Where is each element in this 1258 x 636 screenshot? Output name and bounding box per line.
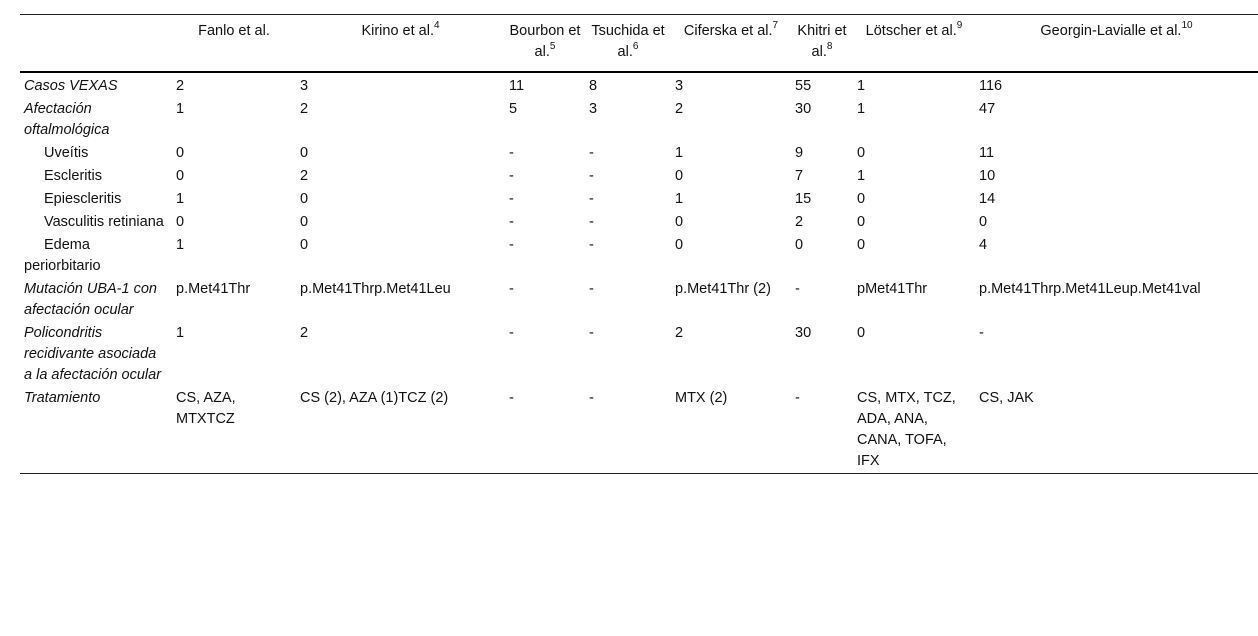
column-header-label: Lötscher et al. — [865, 23, 957, 39]
table-cell: 7 — [795, 168, 804, 184]
table-cell: - — [509, 191, 514, 207]
column-header — [585, 15, 671, 73]
table-cell: 14 — [979, 191, 996, 207]
row-label — [20, 142, 172, 165]
table-cell: 10 — [979, 168, 996, 184]
table-cell: 0 — [300, 191, 309, 207]
table-body — [20, 72, 1258, 474]
table-cell: - — [509, 237, 514, 253]
column-header-label: Georgin-Lavialle et al. — [1040, 23, 1182, 39]
table-cell: p.Met41Thr — [176, 281, 251, 297]
table-cell: - — [509, 168, 514, 184]
table-row — [20, 387, 1258, 474]
column-header — [671, 15, 791, 73]
row-label-text: Escleritis — [44, 168, 103, 184]
header-blank — [20, 15, 172, 73]
table-cell: 8 — [589, 78, 598, 94]
table-cell: 3 — [300, 78, 309, 94]
table-cell: 0 — [300, 237, 309, 253]
table-cell: 3 — [675, 78, 684, 94]
table-cell: 2 — [300, 325, 309, 341]
table-cell: CS, MTX, TCZ, ADA, ANA, CANA, TOFA, IFX — [857, 390, 956, 469]
table-cell: - — [589, 145, 594, 161]
table-cell: 0 — [300, 145, 309, 161]
table-row — [20, 188, 1258, 211]
table-cell: 15 — [795, 191, 812, 207]
column-header-label: Tsuchida et al. — [591, 23, 665, 60]
table-cell: - — [589, 191, 594, 207]
table-cell: - — [509, 214, 514, 230]
column-header-label: Fanlo et al. — [198, 23, 270, 39]
table-cell: 0 — [675, 214, 684, 230]
row-label-text: Policondritis recidivante asociada a la afectación ocular — [24, 325, 162, 383]
column-header — [296, 15, 505, 73]
table-cell: 11 — [979, 145, 995, 161]
table-cell: 0 — [857, 145, 866, 161]
row-label — [20, 72, 172, 98]
table-cell: p.Met41Thr (2) — [675, 281, 771, 297]
table-cell: 30 — [795, 325, 812, 341]
table-cell: - — [509, 325, 514, 341]
table-cell: 55 — [795, 78, 812, 94]
table-cell: 1 — [857, 101, 866, 117]
row-label-text: Vasculitis retiniana — [44, 214, 164, 230]
table-cell: 5 — [509, 101, 518, 117]
table-cell: 0 — [857, 191, 866, 207]
table-row — [20, 234, 1258, 278]
table-cell: 0 — [675, 237, 684, 253]
row-label — [20, 165, 172, 188]
table-cell: 2 — [675, 325, 684, 341]
reference-number: 5 — [549, 41, 556, 53]
table-cell: 0 — [857, 325, 866, 341]
row-label-text: Epiescleritis — [44, 191, 122, 207]
row-label-text: Casos VEXAS — [24, 78, 118, 94]
table-row — [20, 142, 1258, 165]
table-cell: 0 — [857, 214, 866, 230]
table-cell: - — [509, 281, 514, 297]
reference-number: 6 — [632, 41, 639, 53]
table-cell: 47 — [979, 101, 996, 117]
table-cell: 1 — [176, 101, 185, 117]
table-cell: 1 — [176, 325, 185, 341]
column-header — [975, 15, 1258, 73]
table-cell: 1 — [675, 145, 684, 161]
reference-number: 4 — [433, 20, 440, 32]
column-header — [172, 15, 296, 73]
row-label — [20, 387, 172, 474]
row-label — [20, 211, 172, 234]
table-cell: 11 — [509, 78, 525, 94]
table-cell: - — [589, 281, 594, 297]
row-label — [20, 322, 172, 387]
table-cell: 0 — [176, 168, 185, 184]
table-cell: 2 — [300, 101, 309, 117]
row-label-text: Afectación oftalmológica — [24, 101, 110, 138]
table-cell: - — [589, 325, 594, 341]
row-label-text: Tratamiento — [24, 390, 101, 406]
table-cell: 1 — [857, 78, 866, 94]
table-cell: 0 — [979, 214, 988, 230]
table-cell: pMet41Thr — [857, 281, 928, 297]
table-cell: 2 — [675, 101, 684, 117]
table-row — [20, 322, 1258, 387]
table-cell: MTX (2) — [675, 390, 728, 406]
row-label — [20, 188, 172, 211]
table-cell: - — [509, 145, 514, 161]
table-cell: 1 — [857, 168, 866, 184]
table-row — [20, 278, 1258, 322]
column-header-label: Bourbon et al. — [509, 23, 581, 60]
table-cell: 0 — [176, 214, 185, 230]
table-cell: CS, JAK — [979, 390, 1034, 406]
table-cell: 2 — [300, 168, 309, 184]
column-header-label: Ciferska et al. — [683, 23, 773, 39]
reference-number: 8 — [826, 41, 833, 53]
column-header — [505, 15, 585, 73]
column-header-label: Khitri et al. — [797, 23, 847, 60]
table-cell: 0 — [857, 237, 866, 253]
table-cell: - — [589, 168, 594, 184]
table-cell: - — [795, 390, 800, 406]
table-cell: 0 — [176, 145, 185, 161]
table-cell: 1 — [176, 191, 185, 207]
reference-number: 7 — [772, 20, 779, 32]
column-header — [853, 15, 975, 73]
table-cell: 116 — [979, 78, 1003, 94]
comparison-table — [20, 14, 1258, 474]
header-row — [20, 15, 1258, 73]
table-cell: 30 — [795, 101, 812, 117]
column-header-label: Kirino et al. — [361, 23, 434, 39]
row-label-text: Mutación UBA-1 con afectación ocular — [24, 281, 157, 318]
table-cell: - — [795, 281, 800, 297]
row-label — [20, 234, 172, 278]
table-cell: CS (2), AZA (1)TCZ (2) — [300, 390, 449, 406]
table-cell: p.Met41Thrp.Met41Leu — [300, 281, 451, 297]
reference-number: 10 — [1181, 20, 1193, 32]
column-header — [791, 15, 853, 73]
table-row — [20, 211, 1258, 234]
reference-number: 9 — [956, 20, 963, 32]
table-row — [20, 98, 1258, 142]
table-cell: p.Met41Thrp.Met41Leup.Met41val — [979, 281, 1201, 297]
table-cell: CS, AZA, MTXTCZ — [176, 390, 236, 427]
table-cell: 0 — [675, 168, 684, 184]
row-label-text: Edema periorbitario — [24, 237, 101, 274]
row-label — [20, 98, 172, 142]
table-cell: 0 — [300, 214, 309, 230]
table-cell: 3 — [589, 101, 598, 117]
table-cell: - — [509, 390, 514, 406]
table-cell: - — [589, 237, 594, 253]
table-row — [20, 72, 1258, 98]
table-cell: 2 — [795, 214, 804, 230]
table-row — [20, 165, 1258, 188]
table-cell: 4 — [979, 237, 988, 253]
table-cell: - — [979, 325, 984, 341]
table-cell: 1 — [176, 237, 185, 253]
table-cell: - — [589, 390, 594, 406]
row-label — [20, 278, 172, 322]
table-cell: 0 — [795, 237, 804, 253]
table-cell: 2 — [176, 78, 185, 94]
row-label-text: Uveítis — [44, 145, 89, 161]
table-cell: - — [589, 214, 594, 230]
table-cell: 1 — [675, 191, 684, 207]
table-cell: 9 — [795, 145, 804, 161]
